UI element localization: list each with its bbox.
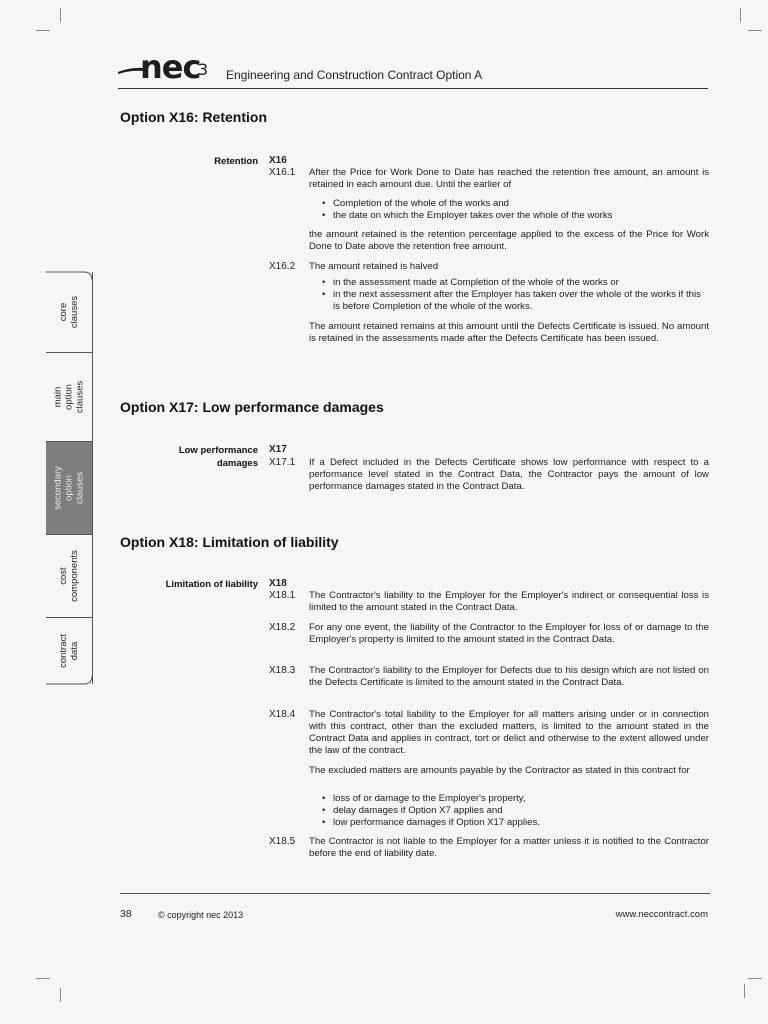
tab-contract-data[interactable] bbox=[46, 618, 93, 684]
crop-mark bbox=[748, 30, 762, 31]
clause-text-x17-1: If a Defect included in the Defects Certificate shows low performance with respect to a performance level stated in the Contract Data, the Contractor pays the amount of low performance damages stated in the Contract Data. bbox=[309, 457, 709, 492]
clause-text-x18-4-continued: The excluded matters are amounts payable by the Contractor as stated in this contract for bbox=[309, 765, 690, 776]
crop-mark bbox=[740, 8, 741, 22]
margin-label-limitation: Limitation of liability bbox=[165, 579, 258, 590]
header-title: Engineering and Construction Contract Option A bbox=[226, 68, 483, 82]
bullet-list-x18-4 bbox=[322, 793, 710, 829]
tab-core-clauses[interactable] bbox=[46, 272, 93, 353]
section-tabs bbox=[46, 272, 92, 684]
list-item: • in the assessment made at Completion of the whole of the works or bbox=[322, 277, 710, 289]
tab-label: core clauses bbox=[58, 295, 80, 329]
logo-word: nec bbox=[140, 48, 201, 86]
clause-text-x18-2: For any one event, the liability of the Contractor to the Employer for loss of or damage to the Employer's property is limited to the amount stated in the Contract Data. bbox=[309, 622, 709, 645]
margin-label-line: Low performance bbox=[178, 445, 258, 456]
bullet-list-x16-1 bbox=[322, 198, 710, 222]
crop-mark bbox=[748, 978, 762, 979]
copyright-notice: © copyright nec 2013 bbox=[158, 910, 244, 920]
clause-number-x18-4: X18.4 bbox=[269, 709, 296, 720]
clause-text-x18-3: The Contractor's liability to the Employer for Defects due to his design which are not listed on the Defects Certificate is limited to the amount stated in the Contract Data. bbox=[309, 665, 709, 688]
clause-text-x16-1-continued: the amount retained is the retention percentage applied to the excess of the Price for Work Done to Date above the retention free amount. bbox=[309, 229, 709, 252]
clause-text-x16-2-continued: The amount retained remains at this amount until the Defects Certificate is issued. No amount is retained in the assessments made after the Defects Certificate has been issued. bbox=[309, 321, 709, 344]
margin-label-retention: Retention bbox=[214, 156, 258, 167]
list-item: • loss of or damage to the Employer's property, bbox=[322, 793, 710, 805]
list-item: • the date on which the Employer takes over the whole of the works bbox=[322, 210, 710, 222]
clause-number-x18: X18 bbox=[269, 578, 287, 589]
footer-url-link[interactable]: www.neccontract.com bbox=[615, 909, 708, 920]
section-title-x18: Option X18: Limitation of liability bbox=[120, 534, 339, 550]
tab-cost-components[interactable] bbox=[46, 535, 93, 618]
tab-label: secondary option clauses bbox=[52, 466, 86, 510]
crop-mark bbox=[36, 978, 50, 979]
clause-number-x18-2: X18.2 bbox=[269, 622, 296, 633]
crop-mark bbox=[60, 8, 61, 22]
clause-number-x18-3: X18.3 bbox=[269, 665, 296, 676]
section-title-x17: Option X17: Low performance damages bbox=[120, 399, 384, 415]
logo-suffix: 3 bbox=[198, 60, 209, 79]
tab-label: main option clauses bbox=[52, 380, 86, 414]
margin-label-low-performance bbox=[166, 444, 258, 470]
clause-number-x16-2: X16.2 bbox=[269, 261, 296, 272]
page-header bbox=[118, 48, 708, 89]
tab-main-option-clauses[interactable] bbox=[46, 353, 93, 442]
clause-number-x18-5: X18.5 bbox=[269, 836, 296, 847]
crop-mark bbox=[36, 30, 50, 31]
clause-text-x16-2: The amount retained is halved bbox=[309, 261, 439, 272]
footer-rule bbox=[120, 893, 710, 894]
clause-number-x16-1: X16.1 bbox=[269, 167, 296, 178]
clause-number-x16: X16 bbox=[269, 155, 287, 166]
clause-text-x18-1: The Contractor's liability to the Employer for the Employer's indirect or consequential loss is limited to the amount stated in the Contract Data. bbox=[309, 590, 709, 613]
clause-number-x17: X17 bbox=[269, 444, 287, 455]
crop-mark bbox=[744, 984, 745, 998]
list-item: • Completion of the whole of the works and bbox=[322, 198, 710, 210]
crop-mark bbox=[60, 988, 61, 1002]
tab-label: contract data bbox=[58, 634, 80, 668]
clause-text-x18-4: The Contractor's total liability to the Employer for all matters arising under or in connection with this contract, other than the excluded matters, is limited to the amount stated in the Contract Data and applies in contract, tort or delict and otherwise to the extent allowed under the law of the contract. bbox=[309, 709, 709, 756]
margin-label-line: damages bbox=[216, 458, 258, 469]
list-item: • low performance damages if Option X17 applies. bbox=[322, 817, 710, 829]
tab-secondary-option-clauses[interactable] bbox=[46, 442, 93, 535]
section-title-x16: Option X16: Retention bbox=[120, 109, 267, 125]
bullet-list-x16-2 bbox=[322, 277, 710, 313]
list-item: • delay damages if Option X7 applies and bbox=[322, 805, 710, 817]
tab-label: cost components bbox=[58, 550, 80, 602]
clause-text-x18-5: The Contractor is not liable to the Employer for a matter unless it is notified to the Contractor before the end of liability date. bbox=[309, 836, 709, 859]
clause-number-x17-1: X17.1 bbox=[269, 457, 296, 468]
clause-text-x16-1: After the Price for Work Done to Date has reached the retention free amount, an amount is retained in each amount due. Until the earlier of bbox=[309, 167, 709, 190]
page-number: 38 bbox=[120, 908, 132, 920]
clause-number-x18-1: X18.1 bbox=[269, 590, 296, 601]
list-item: • in the next assessment after the Employer has taken over the whole of the works if this is before Completion of the whole of the works. bbox=[322, 289, 710, 313]
